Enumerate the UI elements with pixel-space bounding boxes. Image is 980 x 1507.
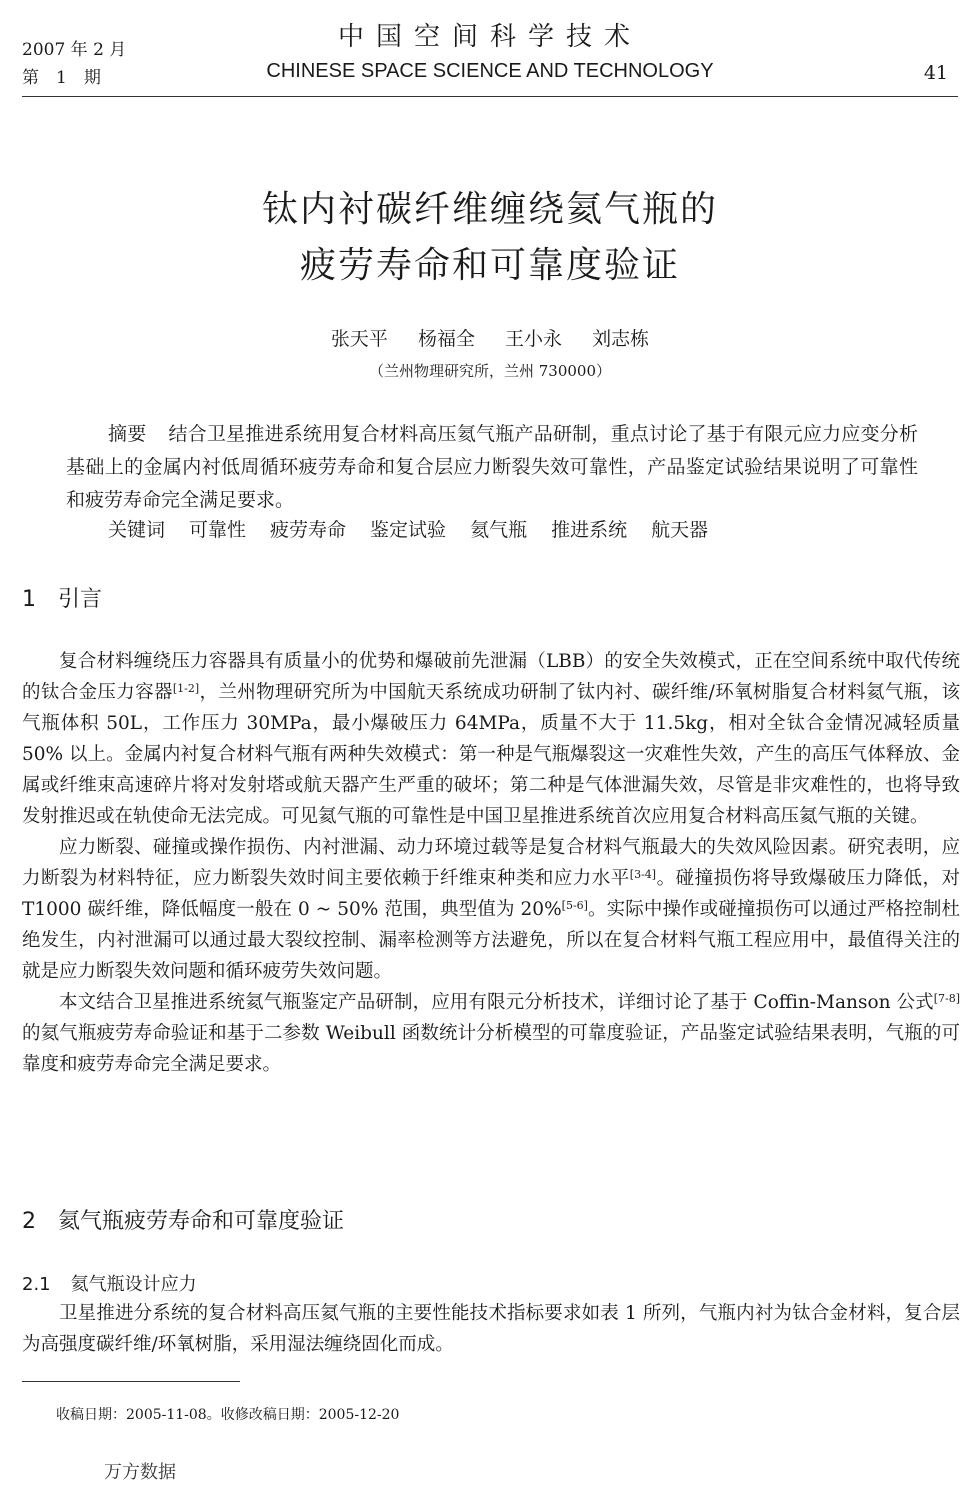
subsection-heading [22,1270,197,1296]
keyword: 推进系统 [551,519,628,541]
journal-header [0,20,980,86]
section-heading-1 [22,582,102,613]
affiliation: （兰州物理研究所，兰州 730000） [368,362,612,380]
paragraph: 本文结合卫星推进系统氦气瓶鉴定产品研制，应用有限元分析技术，详细讨论了基于 Coffin-Manson 公式[7-8]的氦气瓶疲劳寿命验证和基于二参数 Weibull 函数统计分析模型的可靠度验证，产品鉴定试验结果表明，气瓶的可靠度和疲劳寿命完全满足要求。 [22,992,960,1075]
keyword: 疲劳寿命 [270,519,347,541]
citation: [5-6] [561,899,588,912]
section-1-body [22,646,960,1080]
paragraph: 卫星推进分系统的复合材料高压氦气瓶的主要性能技术指标要求如表 1 所列，气瓶内衬为钛合金材料，复合层为高强度碳纤维/环氧树脂，采用湿法缠绕固化而成。 [22,1303,960,1355]
author: 杨福全 [417,328,475,350]
citation: [3-4] [629,868,657,881]
issue-date: 2007 年 2 月 [22,40,127,60]
author: 张天平 [330,328,388,350]
section-2-body [22,1298,960,1360]
keyword: 航天器 [651,519,709,541]
subsection-title: 氦气瓶设计应力 [70,1274,197,1295]
watermark: 万方数据 [104,1462,176,1483]
citation: [7-8] [933,992,960,1005]
footnote-rule [22,1381,240,1382]
citation: [1-2] [172,682,200,695]
abstract-label: 摘要 [108,423,147,445]
footnote: 收稿日期：2005-11-08。收修改稿日期：2005-12-20 [56,1407,400,1423]
keyword: 鉴定试验 [370,519,447,541]
title-line-1: 钛内衬碳纤维缠绕氦气瓶的 [261,189,718,230]
author: 王小永 [505,328,563,350]
journal-name-cn: 中国空间科学技术 [337,22,642,52]
keyword: 可靠性 [189,519,247,541]
page-number: 41 [923,62,948,84]
keywords [108,514,732,547]
author-list [0,324,980,351]
keyword: 氦气瓶 [470,519,528,541]
abstract [66,418,918,517]
author: 刘志栋 [592,328,650,350]
section-title: 氦气瓶疲劳寿命和可靠度验证 [58,1209,345,1234]
keywords-label: 关键词 [108,519,166,541]
section-title: 引言 [58,587,103,612]
paragraph: 应力断裂、碰撞或操作损伤、内衬泄漏、动力环境过载等是复合材料气瓶最大的失效风险因素。研究表明，应力断裂为材料特征，应力断裂失效时间主要依赖于纤维束种类和应力水平[3-4]。碰撞损伤将导致爆破压力降低，对 T1000 碳纤维，降低幅度一般在 0 ~ 50% 范围，典型值为 20%[5-6]。实际中操作或碰撞损伤可以通过严格控制杜绝发生，内衬泄漏可以通过最大裂纹控制、漏率检测等方法避免，所以在复合材料气瓶工程应用中，最值得关注的就是应力断裂失效问题和循环疲劳失效问题。 [22,837,960,982]
section-number: 1 [22,587,36,612]
journal-name-en: CHINESE SPACE SCIENCE AND TECHNOLOGY [266,60,714,82]
paragraph: 复合材料缠绕压力容器具有质量小的优势和爆破前先泄漏（LBB）的安全失效模式，正在空间系统中取代传统的钛合金压力容器[1-2]，兰州物理研究所为中国航天系统成功研制了钛内衬、碳纤维/环氧树脂复合材料氦气瓶，该气瓶体积 50L，工作压力 30MPa，最小爆破压力 64MPa，质量不大于 11.5kg，相对全钛合金情况减轻质量 50% 以上。金属内衬复合材料气瓶有两种失效模式：第一种是气瓶爆裂这一灾难性失效，产生的高压气体释放、金属或纤维束高速碎片将对发射塔或航天器产生严重的破坏；第二种是气体泄漏失效，尽管是非灾难性的，也将导致发射推迟或在轨使命无法完成。可见氦气瓶的可靠性是中国卫星推进系统首次应用复合材料高压氦气瓶的关键。 [22,651,960,827]
section-number: 2 [22,1209,36,1234]
title-line-2: 疲劳寿命和可靠度验证 [299,245,680,286]
abstract-text: 结合卫星推进系统用复合材料高压氦气瓶产品研制，重点讨论了基于有限元应力应变分析基础上的金属内衬低周循环疲劳寿命和复合层应力断裂失效可靠性，产品鉴定试验结果说明了可靠性和疲劳寿命完全满足要求。 [66,423,918,511]
subsection-number: 2.1 [22,1274,51,1295]
issue-number: 第 1 期 [22,68,101,88]
paper-title [0,182,980,294]
header-rule [22,96,958,97]
section-heading-2 [22,1204,344,1235]
